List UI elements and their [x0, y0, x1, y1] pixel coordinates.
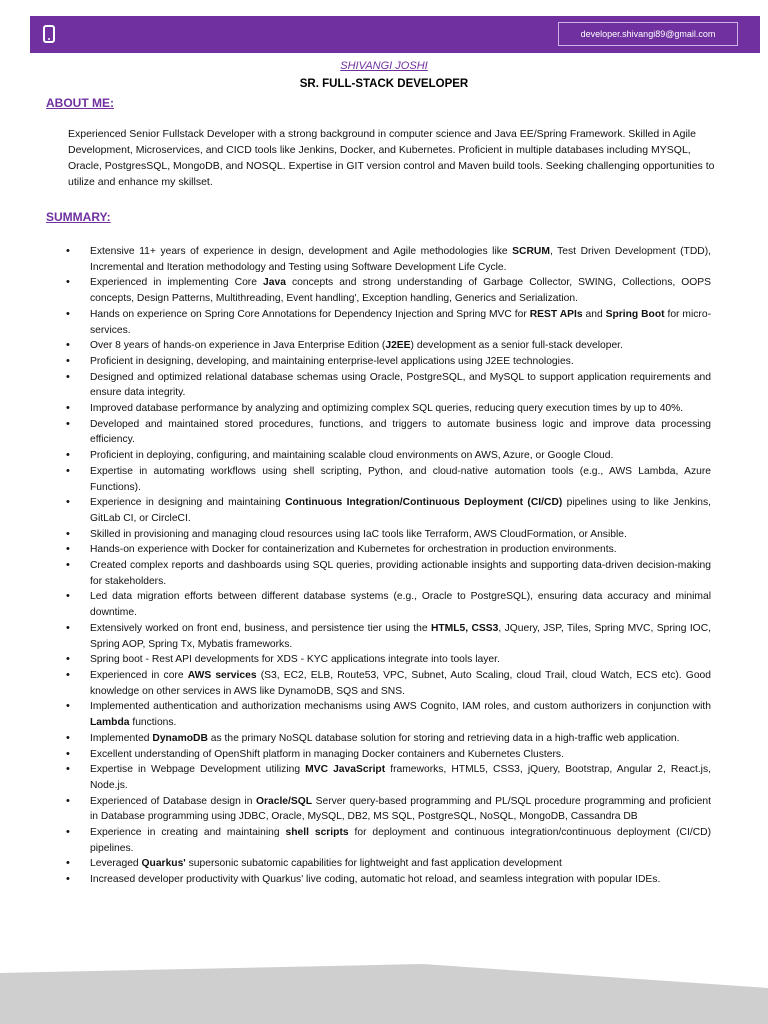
summary-item-keyword: Spring Boot	[605, 308, 665, 320]
summary-item	[68, 464, 711, 495]
summary-item	[68, 401, 711, 417]
summary-item	[68, 668, 711, 699]
summary-item-text: Experienced of Database design in	[90, 795, 256, 807]
summary-item	[68, 307, 711, 338]
summary-item-text: (S3, EC2, ELB, Route53, VPC, Subnet, Auto Scaling, cloud Trail, cloud Watch, ECS etc). Good knowledge on other services in AWS like DynamoDB, SQS and SNS.	[90, 669, 711, 697]
summary-item-text: Led data migration efforts between different database systems (e.g., Oracle to PostgreSQL), ensuring data accuracy and minimal downtime.	[90, 591, 711, 619]
summary-item-keyword: Oracle/SQL	[255, 795, 313, 807]
summary-item-text: Experience in designing and maintaining	[90, 497, 286, 509]
summary-item	[68, 589, 711, 620]
summary-list	[68, 244, 711, 888]
about-heading: ABOUT ME:	[46, 96, 114, 110]
summary-item-text: Increased developer productivity with Quarkus' live coding, automatic hot reload, and seamless integration with popular IDEs.	[90, 874, 661, 886]
summary-item-text: for deployment and continuous integration/continuous deployment (CI/CD) pipelines.	[90, 827, 712, 854]
summary-item-text: Server query-based programming and PL/SQL procedure programming and proficient in Database programming using JDBC, Oracle, MySQL, DB2, MS SQL, PostgreSQL, NoSQL, MongoDB, Cassandra DB	[90, 795, 711, 823]
summary-item	[68, 558, 711, 589]
summary-item	[68, 448, 711, 464]
summary-item-text: Skilled in provisioning and managing cloud resources using IaC tools like Terraform, AWS CloudFormation, or Ansible.	[90, 528, 627, 540]
about-text: Experienced Senior Fullstack Developer with a strong background in computer science and Java EE/Spring Framework. Skilled in Agile Development, Microservices, and CICD tools like Jenkins, Docker, and Kubernetes. Proficient in multiple databases including MYSQL, Oracle, PostgresSQL, MongoDB, and NOSQL. Expertise in GIT version control and Maven build tools. Seeking challenging opportunities to utilize and enhance my skillset.	[68, 128, 715, 188]
summary-item-keyword: Continuous Integration/Continuous Deployment (CI/CD)	[285, 497, 563, 509]
summary-item-keyword: Java	[263, 277, 286, 289]
summary-item-text: Experienced in implementing Core	[90, 277, 264, 289]
summary-item-text: as the primary NoSQL database solution for storing and retrieving data in a high-traffic web application.	[207, 732, 680, 744]
summary-item-keyword: Quarkus'	[141, 858, 186, 870]
summary-item-text: Extensive 11+ years of experience in design, development and Agile methodologies like	[90, 246, 513, 257]
summary-heading: SUMMARY:	[46, 210, 111, 224]
footer-decoration	[0, 964, 768, 1024]
summary-item-text: supersonic subatomic capabilities for lightweight and fast application development	[185, 858, 562, 870]
summary-item-text: Expertise in Webpage Development utilizing	[90, 764, 306, 776]
summary-item	[68, 762, 711, 793]
summary-item	[68, 417, 711, 448]
summary-item	[68, 495, 711, 526]
summary-item	[68, 354, 711, 370]
summary-item-text: concepts and strong understanding of Garbage Collector, SWING, Collections, OOPS concepts, Design Patterns, Multithreading, Event handling', Exception handling, Generics and Serialization.	[90, 277, 711, 305]
summary-item-text: Implemented	[90, 732, 153, 744]
summary-item-text: Expertise in automating workflows using shell scripting, Python, and cloud-native automation tools (e.g., AWS Lambda, Azure Functions).	[90, 465, 711, 493]
summary-item-text: Proficient in deploying, configuring, and maintaining scalable cloud environments on AWS, Azure, or Google Cloud.	[90, 450, 614, 462]
candidate-name: SHIVANGI JOSHI	[340, 60, 428, 72]
summary-item-text: Excellent understanding of OpenShift platform in managing Docker containers and Kubernetes Clusters.	[90, 748, 564, 760]
summary-item-text: Over 8 years of hands-on experience in Java Enterprise Edition (	[90, 340, 386, 352]
summary-item-keyword: MVC JavaScript	[305, 764, 386, 776]
summary-item-text: Proficient in designing, developing, and maintaining enterprise-level applications using J2EE technologies.	[90, 355, 574, 367]
summary-item-text: Experienced in core	[90, 669, 188, 681]
summary-item-text: pipelines using to like Jenkins, GitLab CI, or CircleCI.	[90, 497, 711, 524]
summary-item-keyword: SCRUM	[512, 246, 550, 257]
summary-item-keyword: J2EE	[385, 340, 411, 352]
summary-item-text: Hands-on experience with Docker for containerization and Kubernetes for orchestration in production environments.	[90, 544, 617, 556]
summary-item-text: Implemented authentication and authorization mechanisms using AWS Cognito, IAM roles, and custom authorizers in conjunction with	[90, 701, 711, 713]
summary-item-keyword: HTML5, CSS3	[430, 622, 499, 634]
summary-item-keyword: Lambda	[90, 717, 130, 729]
summary-item	[68, 731, 711, 747]
phone-icon	[43, 25, 55, 43]
summary-item	[68, 542, 711, 558]
summary-item	[68, 856, 711, 872]
summary-item	[68, 338, 711, 354]
summary-item	[68, 825, 711, 856]
summary-item-text: frameworks, HTML5, CSS3, jQuery, Bootstrap, Angular 2, React.js, Node.js.	[90, 764, 711, 791]
summary-item-text: Leveraged	[90, 858, 142, 870]
summary-item-text: , JQuery, JSP, Tiles, Spring MVC, Spring IOC, Spring AOP, Spring Tx, Mybatis frameworks.	[90, 622, 711, 650]
summary-item-text: Created complex reports and dashboards using SQL queries, providing actionable insights and supporting data-driven decision-making for stakeholders.	[90, 560, 711, 587]
summary-item-keyword: REST APIs	[529, 308, 583, 320]
summary-item-text: and	[582, 308, 606, 320]
summary-item-text: Extensively worked on front end, business, and persistence tier using the	[90, 622, 431, 634]
summary-item	[68, 652, 711, 668]
job-title: SR. FULL-STACK DEVELOPER	[299, 78, 469, 90]
summary-item	[68, 244, 711, 275]
header-bar	[30, 16, 760, 53]
summary-item-text: Developed and maintained stored procedures, functions, and triggers to automate business logic and improve data processing efficiency.	[90, 418, 711, 446]
summary-item	[68, 275, 711, 306]
summary-item-text: ) development as a senior full-stack developer.	[410, 340, 623, 352]
summary-item-text: Experience in creating and maintaining	[90, 827, 286, 839]
summary-item-text: Improved database performance by analyzing and optimizing complex SQL queries, reducing query execution times by up to 40%.	[90, 403, 684, 415]
email-link[interactable]: developer.shivangi89@gmail.com	[558, 22, 738, 46]
summary-item-text: functions.	[129, 717, 177, 729]
summary-item-text: for micro-services.	[90, 308, 711, 336]
summary-item-keyword: DynamoDB	[152, 732, 208, 744]
summary-item-text: Hands on experience on Spring Core Annotations for Dependency Injection and Spring MVC for	[90, 308, 530, 320]
summary-item	[68, 527, 711, 543]
summary-item	[68, 370, 711, 401]
summary-item	[68, 872, 711, 888]
summary-item-text: Spring boot - Rest API developments for XDS - KYC applications integrate into tools layer.	[90, 654, 500, 666]
summary-item	[68, 747, 711, 763]
summary-item-text: , Test Driven Development (TDD), Incremental and Iteration methodology and Testing using Software Development Life Cycle.	[90, 246, 711, 273]
summary-item-keyword: shell scripts	[285, 827, 349, 839]
summary-item	[68, 794, 711, 825]
summary-item-text: Designed and optimized relational database schemas using Oracle, PostgreSQL, and MySQL to support application requirements and ensure data integrity.	[90, 371, 711, 399]
summary-item-keyword: AWS services	[187, 669, 257, 681]
summary-item	[68, 699, 711, 730]
summary-item	[68, 621, 711, 652]
